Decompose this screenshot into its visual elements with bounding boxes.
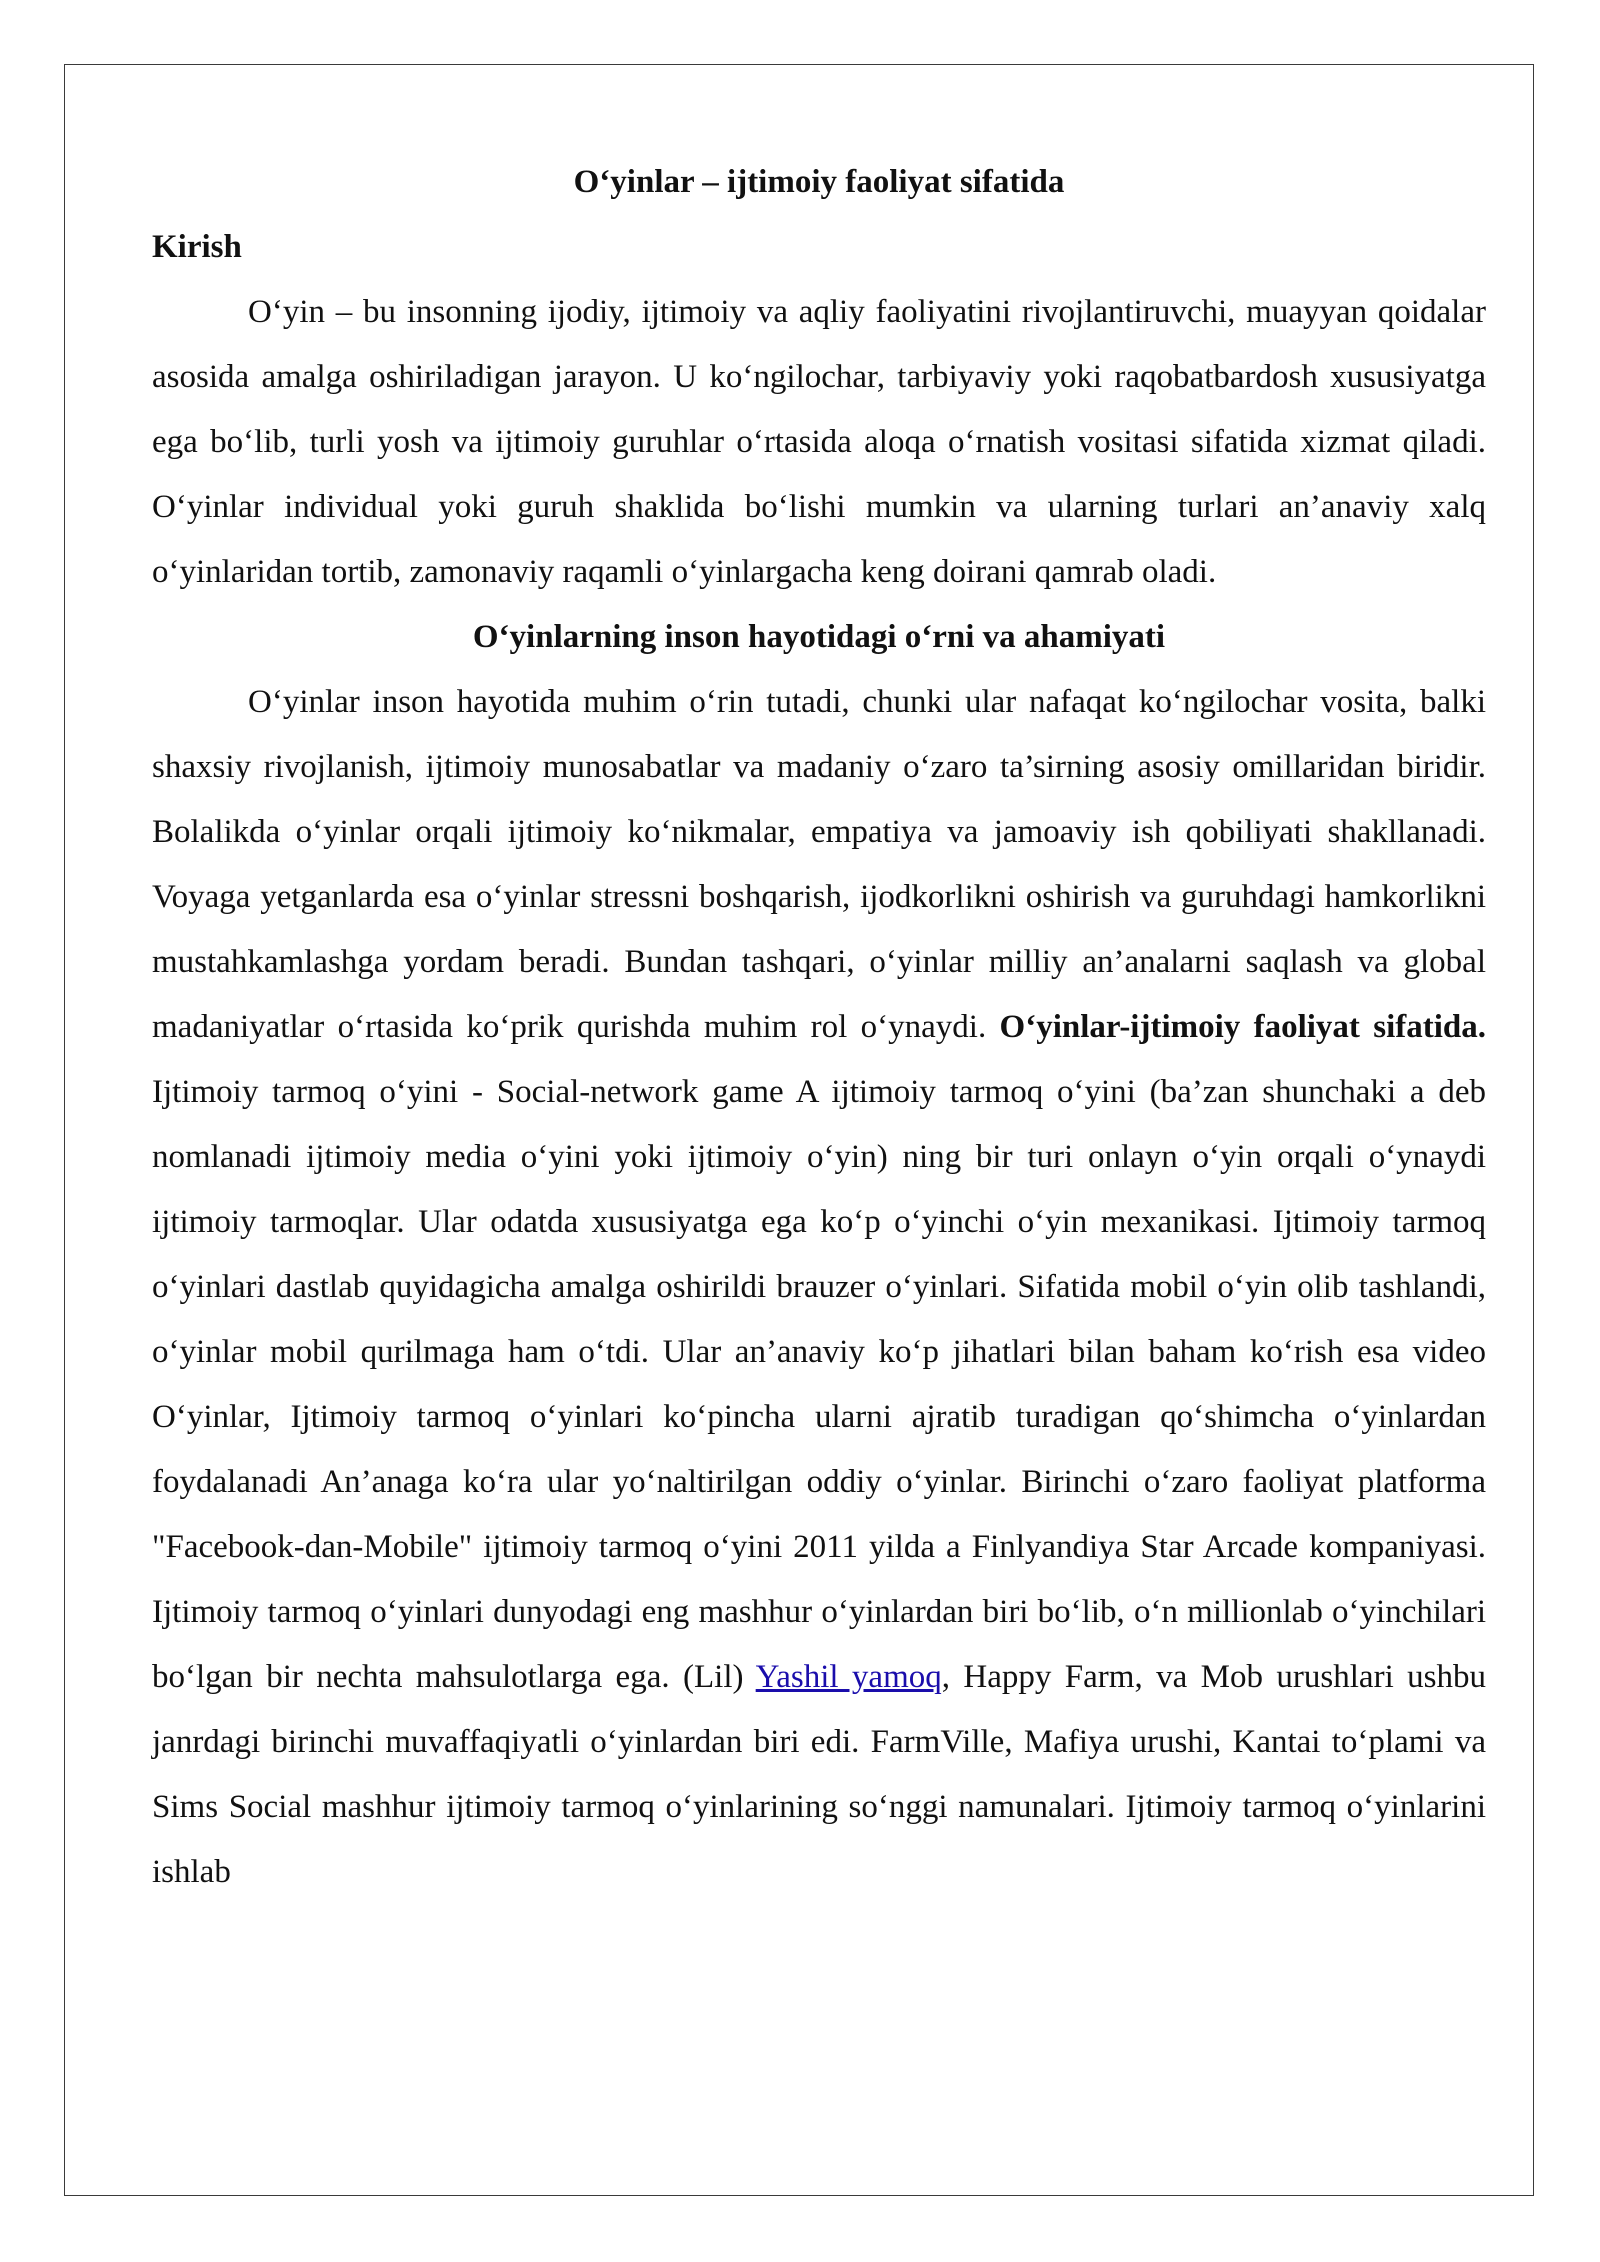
document-title: O‘yinlar – ijtimoiy faoliyat sifatida	[573, 164, 1065, 200]
section-paragraph-text-3: , Happy Farm, va Mob urushlari ushbu janrdagi birinchi muvaffaqiyatli o‘yinlardan biri edi. FarmVille, Mafiya urushi, Kantai to‘plami va Sims Social mashhur ijtimoiy tarmoq o‘yinlarining so‘nggi namunalari. Ijtimoiy tarmoq o‘yinlarini ishlab	[152, 1659, 1486, 1890]
intro-paragraph: O‘yin – bu insonning ijodiy, ijtimoiy va aqliy faoliyatini rivojlantiruvchi, muayyan qoidalar asosida amalga oshiriladigan jarayon. U ko‘ngilochar, tarbiyaviy yoki raqobatbardosh xususiyatga ega bo‘lib, turli yosh va ijtimoiy guruhlar o‘rtasida aloqa o‘rnatish vositasi sifatida xizmat qiladi. O‘yinlar individual yoki guruh shaklida bo‘lishi mumkin va ularning turlari an’anaviy xalq o‘yinlaridan tortib, zamonaviy raqamli o‘yinlargacha keng doirani qamrab oladi.	[152, 294, 1486, 590]
document-body	[152, 150, 1486, 1905]
section-heading: O‘yinlarning inson hayotidagi o‘rni va ahamiyati	[472, 619, 1166, 655]
section-paragraph	[152, 670, 1486, 1905]
yashil-yamoq-link[interactable]: Yashil yamoq	[755, 1659, 942, 1695]
section-paragraph-text-1: O‘yinlar inson hayotida muhim o‘rin tutadi, chunki ular nafaqat ko‘ngilochar vosita, balki shaxsiy rivojlanish, ijtimoiy munosabatlar va madaniy o‘zaro ta’sirning asosiy omillaridan biridir. Bolalikda o‘yinlar orqali ijtimoiy ko‘nikmalar, empatiya va jamoaviy ish qobiliyati shakllanadi. Voyaga yetganlarda esa o‘yinlar stressni boshqarish, ijodkorlikni oshirish va guruhdagi hamkorlikni mustahkamlashga yordam beradi. Bundan tashqari, o‘yinlar milliy an’analarni saqlash va global madaniyatlar o‘rtasida ko‘prik qurishda muhim rol o‘ynaydi.	[152, 684, 1486, 1045]
intro-heading: Kirish	[152, 229, 242, 265]
section-paragraph-text-2: Ijtimoiy tarmoq o‘yini - Social-network game A ijtimoiy tarmoq o‘yini (ba’zan shunchaki a deb nomlanadi ijtimoiy media o‘yini yoki ijtimoiy o‘yin) ning bir turi onlayn o‘yin orqali o‘ynaydi ijtimoiy tarmoqlar. Ular odatda xususiyatga ega ko‘p o‘yinchi o‘yin mexanikasi. Ijtimoiy tarmoq o‘yinlari dastlab quyidagicha amalga oshirildi brauzer o‘yinlari. Sifatida mobil o‘yin olib tashlandi, o‘yinlar mobil qurilmaga ham o‘tdi. Ular an’anaviy ko‘p jihatlari bilan baham ko‘rish esa video O‘yinlar, Ijtimoiy tarmoq o‘yinlari ko‘pincha ularni ajratib turadigan qo‘shimcha o‘yinlardan foydalanadi An’anaga ko‘ra ular yo‘naltirilgan oddiy o‘yinlar. Birinchi o‘zaro faoliyat platforma "Facebook-dan-Mobile" ijtimoiy tarmoq o‘yini 2011 yilda a Finlyandiya Star Arcade kompaniyasi. Ijtimoiy tarmoq o‘yinlari dunyodagi eng mashhur o‘yinlardan biri bo‘lib, o‘n millionlab o‘yinchilari bo‘lgan bir nechta mahsulotlarga ega. (Lil)	[152, 1074, 1486, 1695]
section-paragraph-bold-phrase: O‘yinlar-ijtimoiy faoliyat sifatida.	[999, 1009, 1487, 1045]
